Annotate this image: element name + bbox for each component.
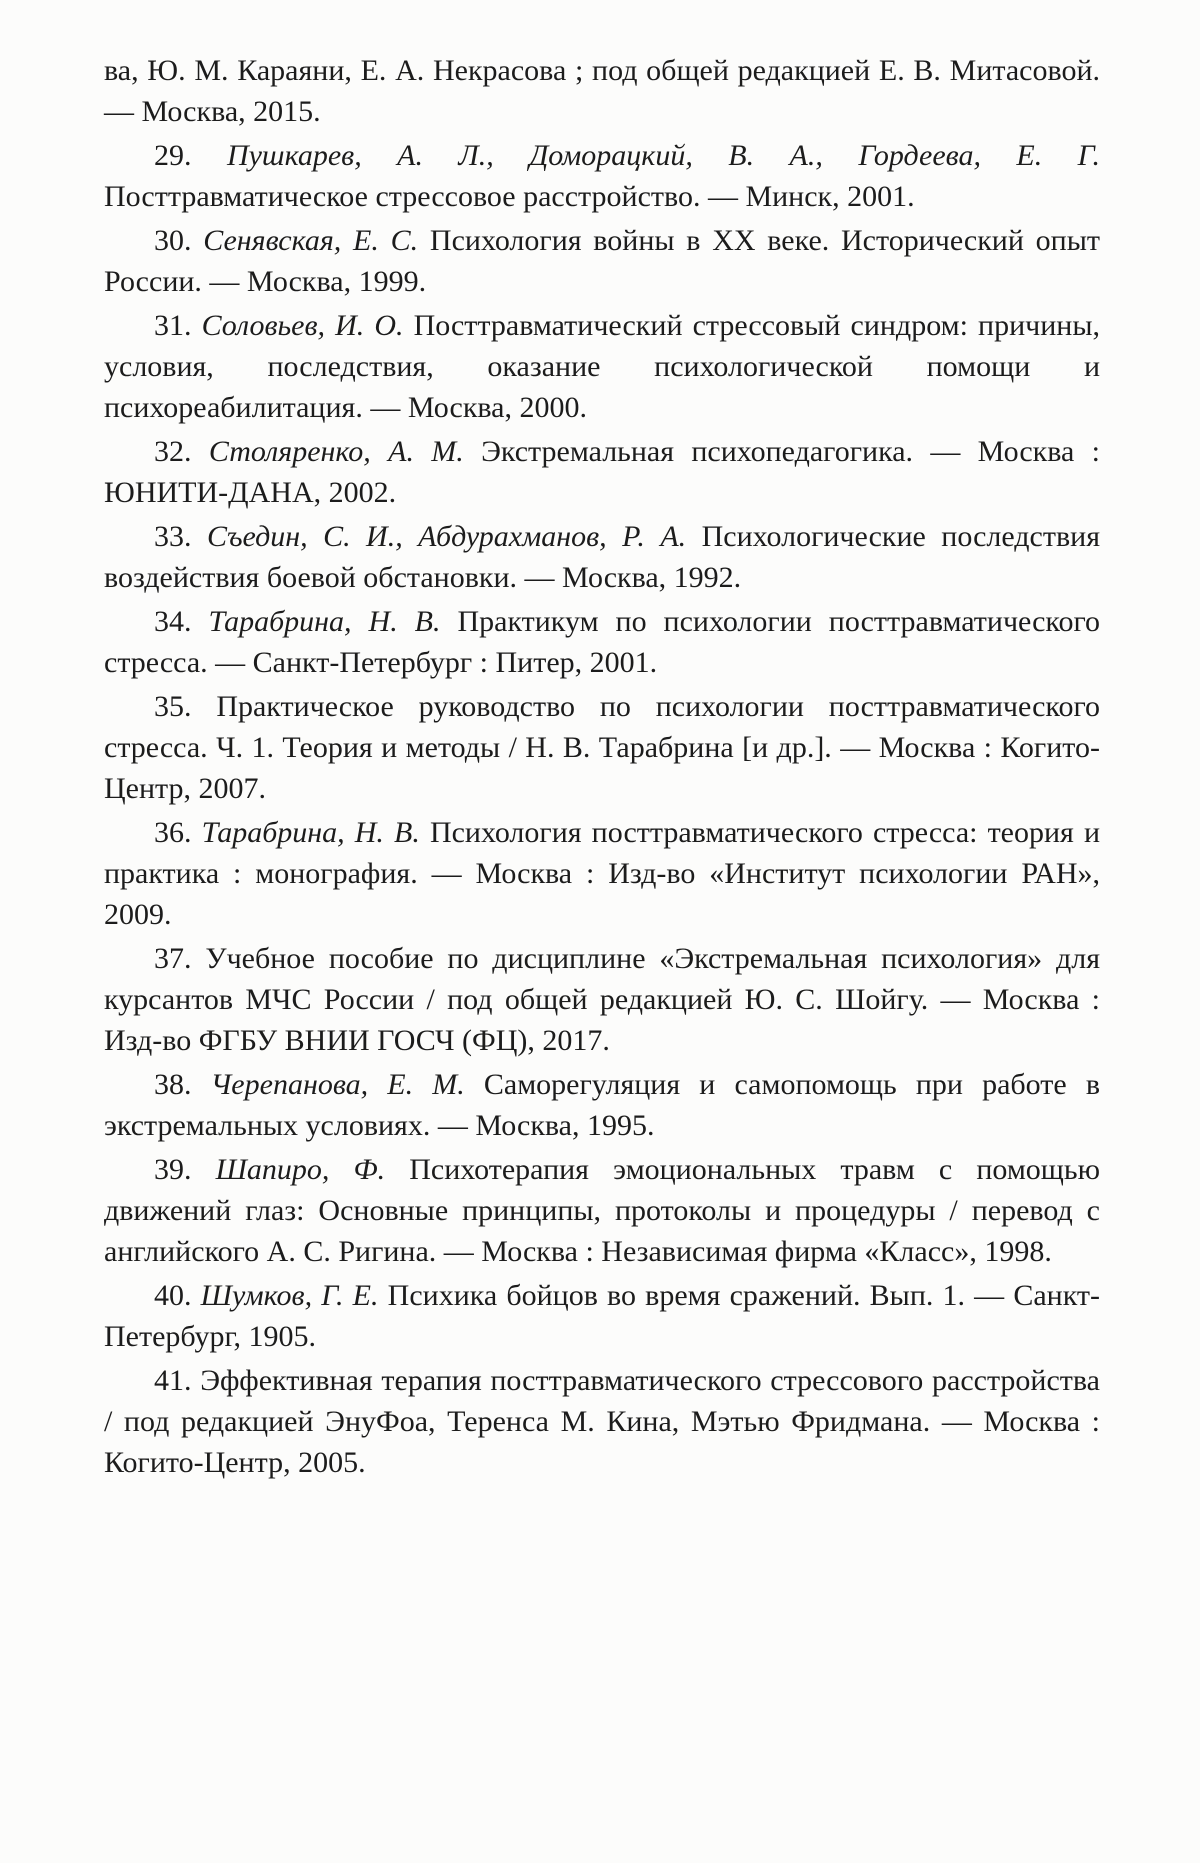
reference-text: Учебное пособие по дисциплине «Экстремальная психология» для курсантов МЧС России / под общей редакцией Ю. С. Шойгу. — Москва : Изд-во ФГБУ ВНИИ ГОСЧ (ФЦ), 2017. — [104, 942, 1100, 1057]
reference-number: 35. — [154, 690, 192, 723]
reference-text: Психология посттравматического стресса: теория и практика : монография. — Москва : Изд-во «Институт психологии РАН», 2009. — [104, 816, 1100, 931]
reference-entry — [104, 220, 1100, 302]
reference-entry — [104, 516, 1100, 598]
book-page — [104, 50, 1100, 1486]
reference-author: Тарабрина, Н. В. — [201, 816, 420, 849]
reference-number: 34. — [154, 605, 192, 638]
reference-author: Тарабрина, Н. В. — [208, 605, 441, 638]
reference-entry — [104, 686, 1100, 809]
reference-number: 37. — [154, 942, 192, 975]
reference-entry — [104, 1275, 1100, 1357]
reference-entry — [104, 50, 1100, 132]
reference-entry — [104, 431, 1100, 513]
reference-author: Сенявская, Е. С. — [203, 224, 419, 257]
reference-entry — [104, 812, 1100, 935]
reference-author: Столяренко, А. М. — [208, 435, 464, 468]
reference-text: Посттравматический стрессовый синдром: причины, условия, последствия, оказание психологической помощи и психореабилитация. — Москва, 2000. — [104, 309, 1100, 424]
reference-text: Эффективная терапия посттравматического стрессового расстройства / под редакцией ЭнyФоа, Теренса М. Кина, Мэтью Фридмана. — Москва : Когито-Центр, 2005. — [104, 1364, 1100, 1479]
reference-author: Шапиро, Ф. — [215, 1153, 386, 1186]
reference-number: 31. — [154, 309, 192, 342]
reference-number: 39. — [154, 1153, 192, 1186]
reference-entry — [104, 305, 1100, 428]
reference-number: 29. — [154, 139, 192, 172]
reference-author: Съедин, С. И., Абдурахманов, Р. А. — [206, 520, 687, 553]
reference-entry — [104, 1149, 1100, 1272]
reference-number: 40. — [154, 1279, 192, 1312]
reference-text: Экстремальная психопедагогика. — Москва : ЮНИТИ-ДАНА, 2002. — [104, 435, 1100, 509]
reference-text: Психологические последствия воздействия боевой обстановки. — Москва, 1992. — [104, 520, 1100, 594]
reference-list — [104, 50, 1100, 1483]
reference-text: ва, Ю. М. Караяни, Е. А. Некрасова ; под общей редакцией Е. В. Митасовой. — Москва, 2015. — [104, 54, 1100, 128]
reference-number: 36. — [154, 816, 192, 849]
reference-text: Саморегуляция и самопомощь при работе в экстремальных условиях. — Москва, 1995. — [104, 1068, 1101, 1142]
reference-text: Психотерапия эмоциональных травм с помощью движений глаз: Основные принципы, протоколы и процедуры / перевод с английского А. С. Ригина. — Москва : Независимая фирма «Класс», 1998. — [104, 1153, 1100, 1268]
reference-text: Психология войны в XX веке. Исторический опыт России. — Москва, 1999. — [104, 224, 1100, 298]
reference-number: 38. — [154, 1068, 192, 1101]
reference-author: Соловьев, И. О. — [201, 309, 404, 342]
reference-text: Психика бойцов во время сражений. Вып. 1. — Санкт-Петербург, 1905. — [104, 1279, 1100, 1353]
reference-entry — [104, 1064, 1100, 1146]
reference-number: 30. — [154, 224, 192, 257]
reference-entry — [104, 601, 1100, 683]
reference-number: 33. — [154, 520, 192, 553]
reference-number: 41. — [154, 1364, 192, 1397]
reference-text: Практическое руководство по психологии посттравматического стресса. Ч. 1. Теория и методы / Н. В. Тарабрина [и др.]. — Москва : Когито-Центр, 2007. — [104, 690, 1101, 805]
reference-text: Практикум по психологии посттравматического стресса. — Санкт-Петербург : Питер, 2001. — [104, 605, 1101, 679]
reference-author: Шумков, Г. Е. — [200, 1279, 379, 1312]
reference-author: Черепанова, Е. М. — [210, 1068, 465, 1101]
reference-author: Пушкарев, А. Л., Доморацкий, В. А., Гордеева, Е. Г. — [226, 139, 1100, 172]
reference-entry — [104, 938, 1100, 1061]
reference-text: Посттравматическое стрессовое расстройство. — Минск, 2001. — [104, 180, 915, 213]
reference-entry — [104, 135, 1100, 217]
reference-entry — [104, 1360, 1100, 1483]
reference-number: 32. — [154, 435, 192, 468]
